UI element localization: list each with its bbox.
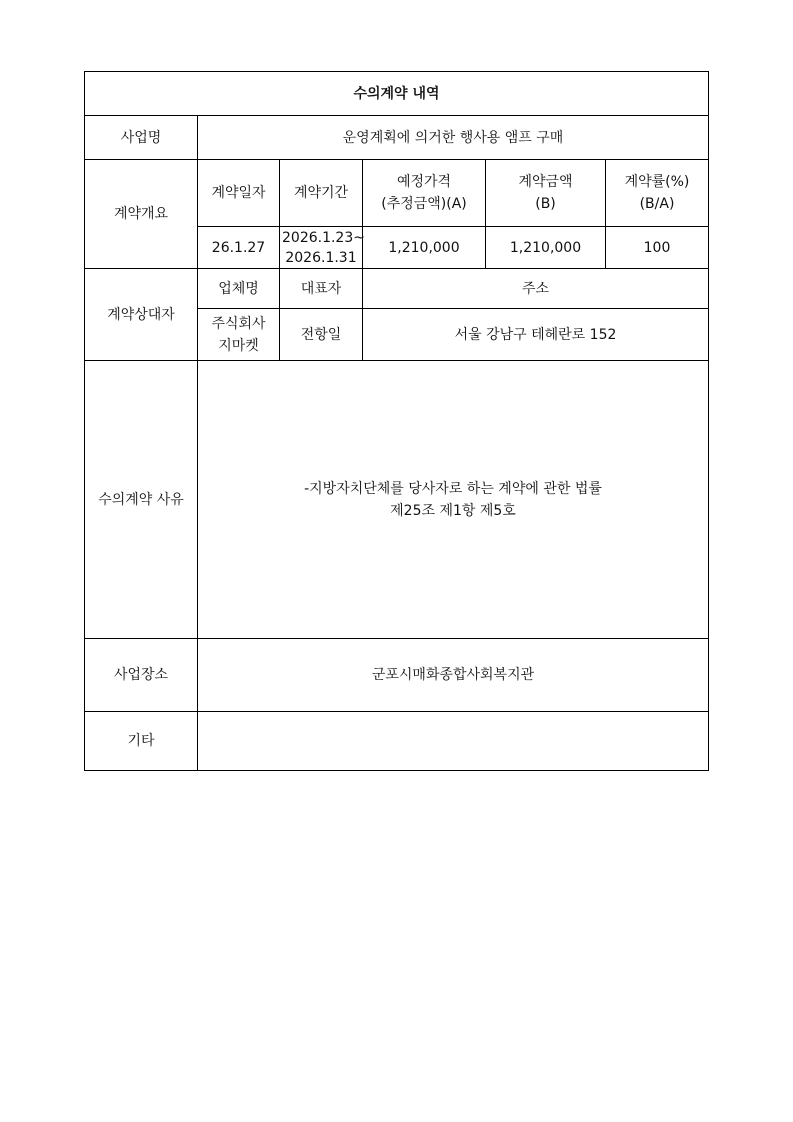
value-contract-rate: 100 <box>606 227 709 269</box>
value-contract-date: 26.1.27 <box>198 227 280 269</box>
reason-label: 수의계약 사유 <box>85 361 198 639</box>
counterparty-label: 계약상대자 <box>85 269 198 361</box>
header-contract-date: 계약일자 <box>198 160 280 227</box>
header-rate-line2: (B/A) <box>639 196 675 212</box>
header-address: 주소 <box>363 269 709 309</box>
value-period-line1: 2026.1.23~ <box>282 229 365 246</box>
header-contract-period: 계약기간 <box>280 160 363 227</box>
overview-label: 계약개요 <box>85 160 198 269</box>
reason-line1: -지방자치단체를 당사자로 하는 계약에 관한 법률 <box>304 480 602 497</box>
value-period-line2: 2026.1.31 <box>285 249 357 266</box>
header-amount-line2: (B) <box>535 196 556 212</box>
location-label: 사업장소 <box>85 639 198 712</box>
header-rate-line1: 계약률(%) <box>624 174 690 190</box>
header-contract-amount <box>486 160 606 227</box>
header-estimated-price <box>363 160 486 227</box>
value-contract-amount: 1,210,000 <box>486 227 606 269</box>
value-company-line2: 지마켓 <box>218 337 259 354</box>
header-representative: 대표자 <box>280 269 363 309</box>
etc-label: 기타 <box>85 712 198 771</box>
value-company-name <box>198 309 280 361</box>
value-estimated-price: 1,210,000 <box>363 227 486 269</box>
header-contract-rate <box>606 160 709 227</box>
value-representative: 전항일 <box>280 309 363 361</box>
contract-table <box>84 71 709 771</box>
header-estimated-line2: (추정금액)(A) <box>381 196 467 212</box>
reason-line2: 제25조 제1항 제5호 <box>390 502 516 519</box>
project-value: 운영계획에 의거한 행사용 앰프 구매 <box>198 116 709 160</box>
location-value: 군포시매화종합사회복지관 <box>198 639 709 712</box>
project-label: 사업명 <box>85 116 198 160</box>
value-contract-period <box>280 227 363 269</box>
value-address: 서울 강남구 테헤란로 152 <box>363 309 709 361</box>
etc-value <box>198 712 709 771</box>
value-company-line1: 주식회사 <box>211 315 266 332</box>
reason-value <box>198 361 709 639</box>
header-estimated-line1: 예정가격 <box>396 174 452 190</box>
header-amount-line1: 계약금액 <box>518 174 573 190</box>
page-title: 수의계약 내역 <box>85 72 709 116</box>
header-company-name: 업체명 <box>198 269 280 309</box>
